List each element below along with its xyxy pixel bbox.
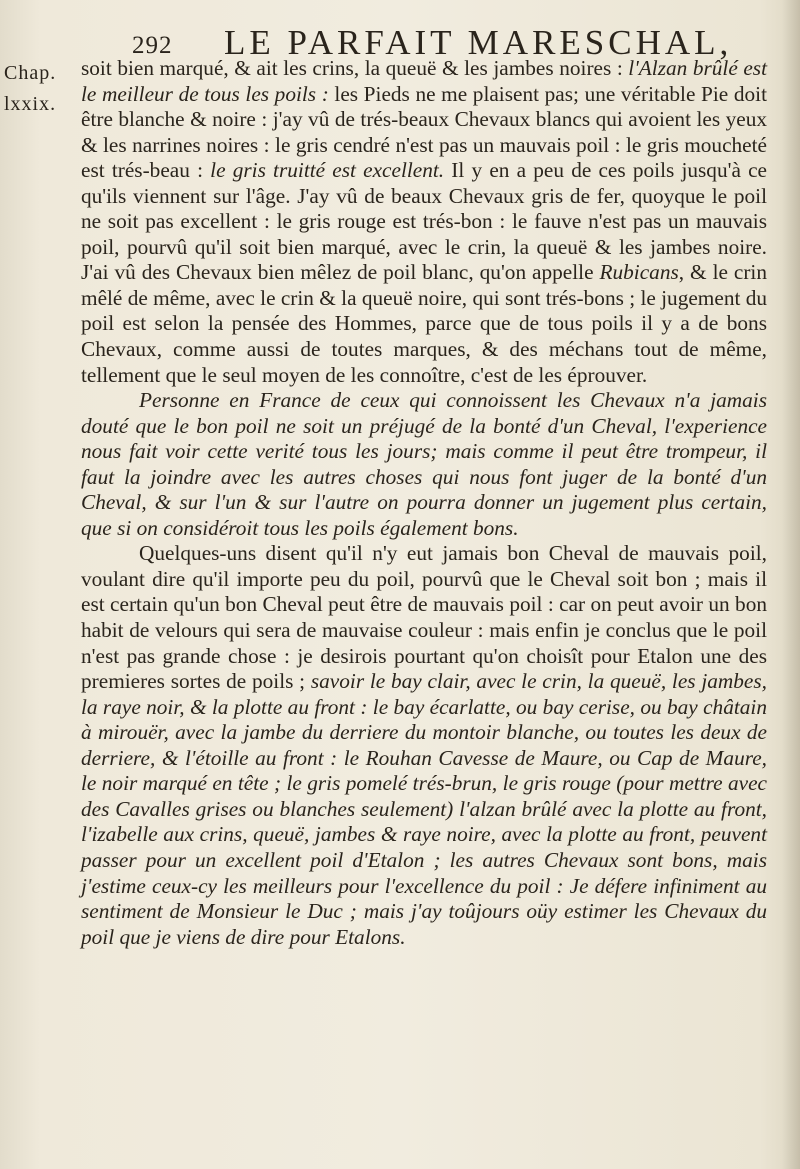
italic-text-run: l'Alzan brûlé est le meilleur de tous les poils : bbox=[81, 56, 767, 106]
body-text bbox=[81, 56, 767, 950]
text-run: Quelques-uns disent qu'il n'y eut jamais bon Cheval de mauvais poil, voulant dire qu'il importe peu du poil, pourvû que le Cheval soit bon ; mais il est certain qu'un bon Cheval peut être de mauvais poil : car on peut avoir un bon habit de velours qui sera de mauvaise couleur : mais enfin je conclus que le poil n'est pas grande chose : je desirois pourtant qu'on choisît pour Etalon une des premieres sortes de poils ; bbox=[81, 541, 767, 694]
chapter-margin-note bbox=[4, 58, 74, 120]
chapter-number: lxxix. bbox=[4, 93, 57, 115]
paragraph bbox=[81, 541, 767, 950]
text-run: les Pieds ne me plaisent pas; une véritable Pie doit être blanche & noire : j'ay vû de trés-beaux Chevaux blancs qui avoient les yeux & les narrines noires : le gris cendré n'est pas un mauvais poil : le gris moucheté est trés-beau : bbox=[81, 81, 767, 183]
page-number: 292 bbox=[132, 32, 173, 59]
text-run: Il y en a peu de ces poils jusqu'à ce qu'ils viennent sur l'âge. J'ay vû de beaux Chevaux gris de fer, quoyque le poil ne soit pas excellent : le gris rouge est trés-bon : le fauve n'est pas un mauvais poil, pourvû qu'il soit bien marqué, avec le crin, la queuë & les jambes noire. J'ai vû des Chevaux bien mêlez de poil blanc, qu'on appelle bbox=[81, 158, 767, 285]
italic-text-run: Personne en France de ceux qui connoissent les Chevaux n'a jamais douté que le bon poil ne soit un préjugé de la bonté d'un Cheval, l'experience nous fait voir cette verité tous les jours; mais comme il peut être trompeur, il faut la joindre avec les autres choses qui nous font juger de la bonté d'un Cheval, & sur l'un & sur l'autre on pourra donner un jugement plus certain, que si on considéroit tous les poils également bons. bbox=[81, 388, 767, 540]
running-head: LE PARFAIT MARESCHAL, bbox=[224, 23, 733, 62]
text-run: , & le crin mêlé de même, avec le crin & la queuë noire, qui sont trés-bons ; le jugement du poil est selon la pensée des Hommes, parce que de tous poils il y a de bons Chevaux, comme aussi de toutes marques, & des méchans tout de même, tellement que le seul moyen de les connoître, c'est de les éprouver. bbox=[81, 260, 768, 387]
italic-text-run: savoir le bay clair, avec le crin, la queuë, les jambes, la raye noir, & la plotte au front : le bay écarlatte, ou bay cerise, ou bay châtain à mirouër, avec la jambe du derriere du montoir blanche, ou toutes les deux de derriere, & l'étoille au front : le Rouhan Cavesse de Maure, ou Cap de Maure, le noir marqué en tête ; le gris pomelé trés-brun, le gris rouge (pour mettre avec des Cavalles grises ou blanches seulement) l'alzan brûlé avec la plotte au front, l'izabelle aux crins, queuë, jambes & raye noire, avec la plotte au front, peuvent passer pour un excellent poil d'Etalon ; les autres Chevaux sont bons, mais j'estime ceux-cy les meilleurs pour l'excellence du poil : Je défere infiniment au sentiment de Monsieur le Duc ; mais j'ay toûjours oüy estimer les Chevaux du poil que je viens de dire pour Etalons. bbox=[81, 669, 767, 949]
page-edge-shadow bbox=[782, 0, 800, 1169]
italic-text-run: le gris truitté est excellent. bbox=[210, 158, 445, 183]
text-run: soit bien marqué, & ait les crins, la queuë & les jambes noires : bbox=[81, 56, 629, 80]
italic-text-run: Rubicans bbox=[599, 260, 679, 285]
page-header bbox=[132, 8, 772, 62]
paragraph bbox=[81, 388, 767, 541]
paragraph bbox=[81, 56, 767, 388]
chapter-label: Chap. bbox=[4, 62, 57, 84]
